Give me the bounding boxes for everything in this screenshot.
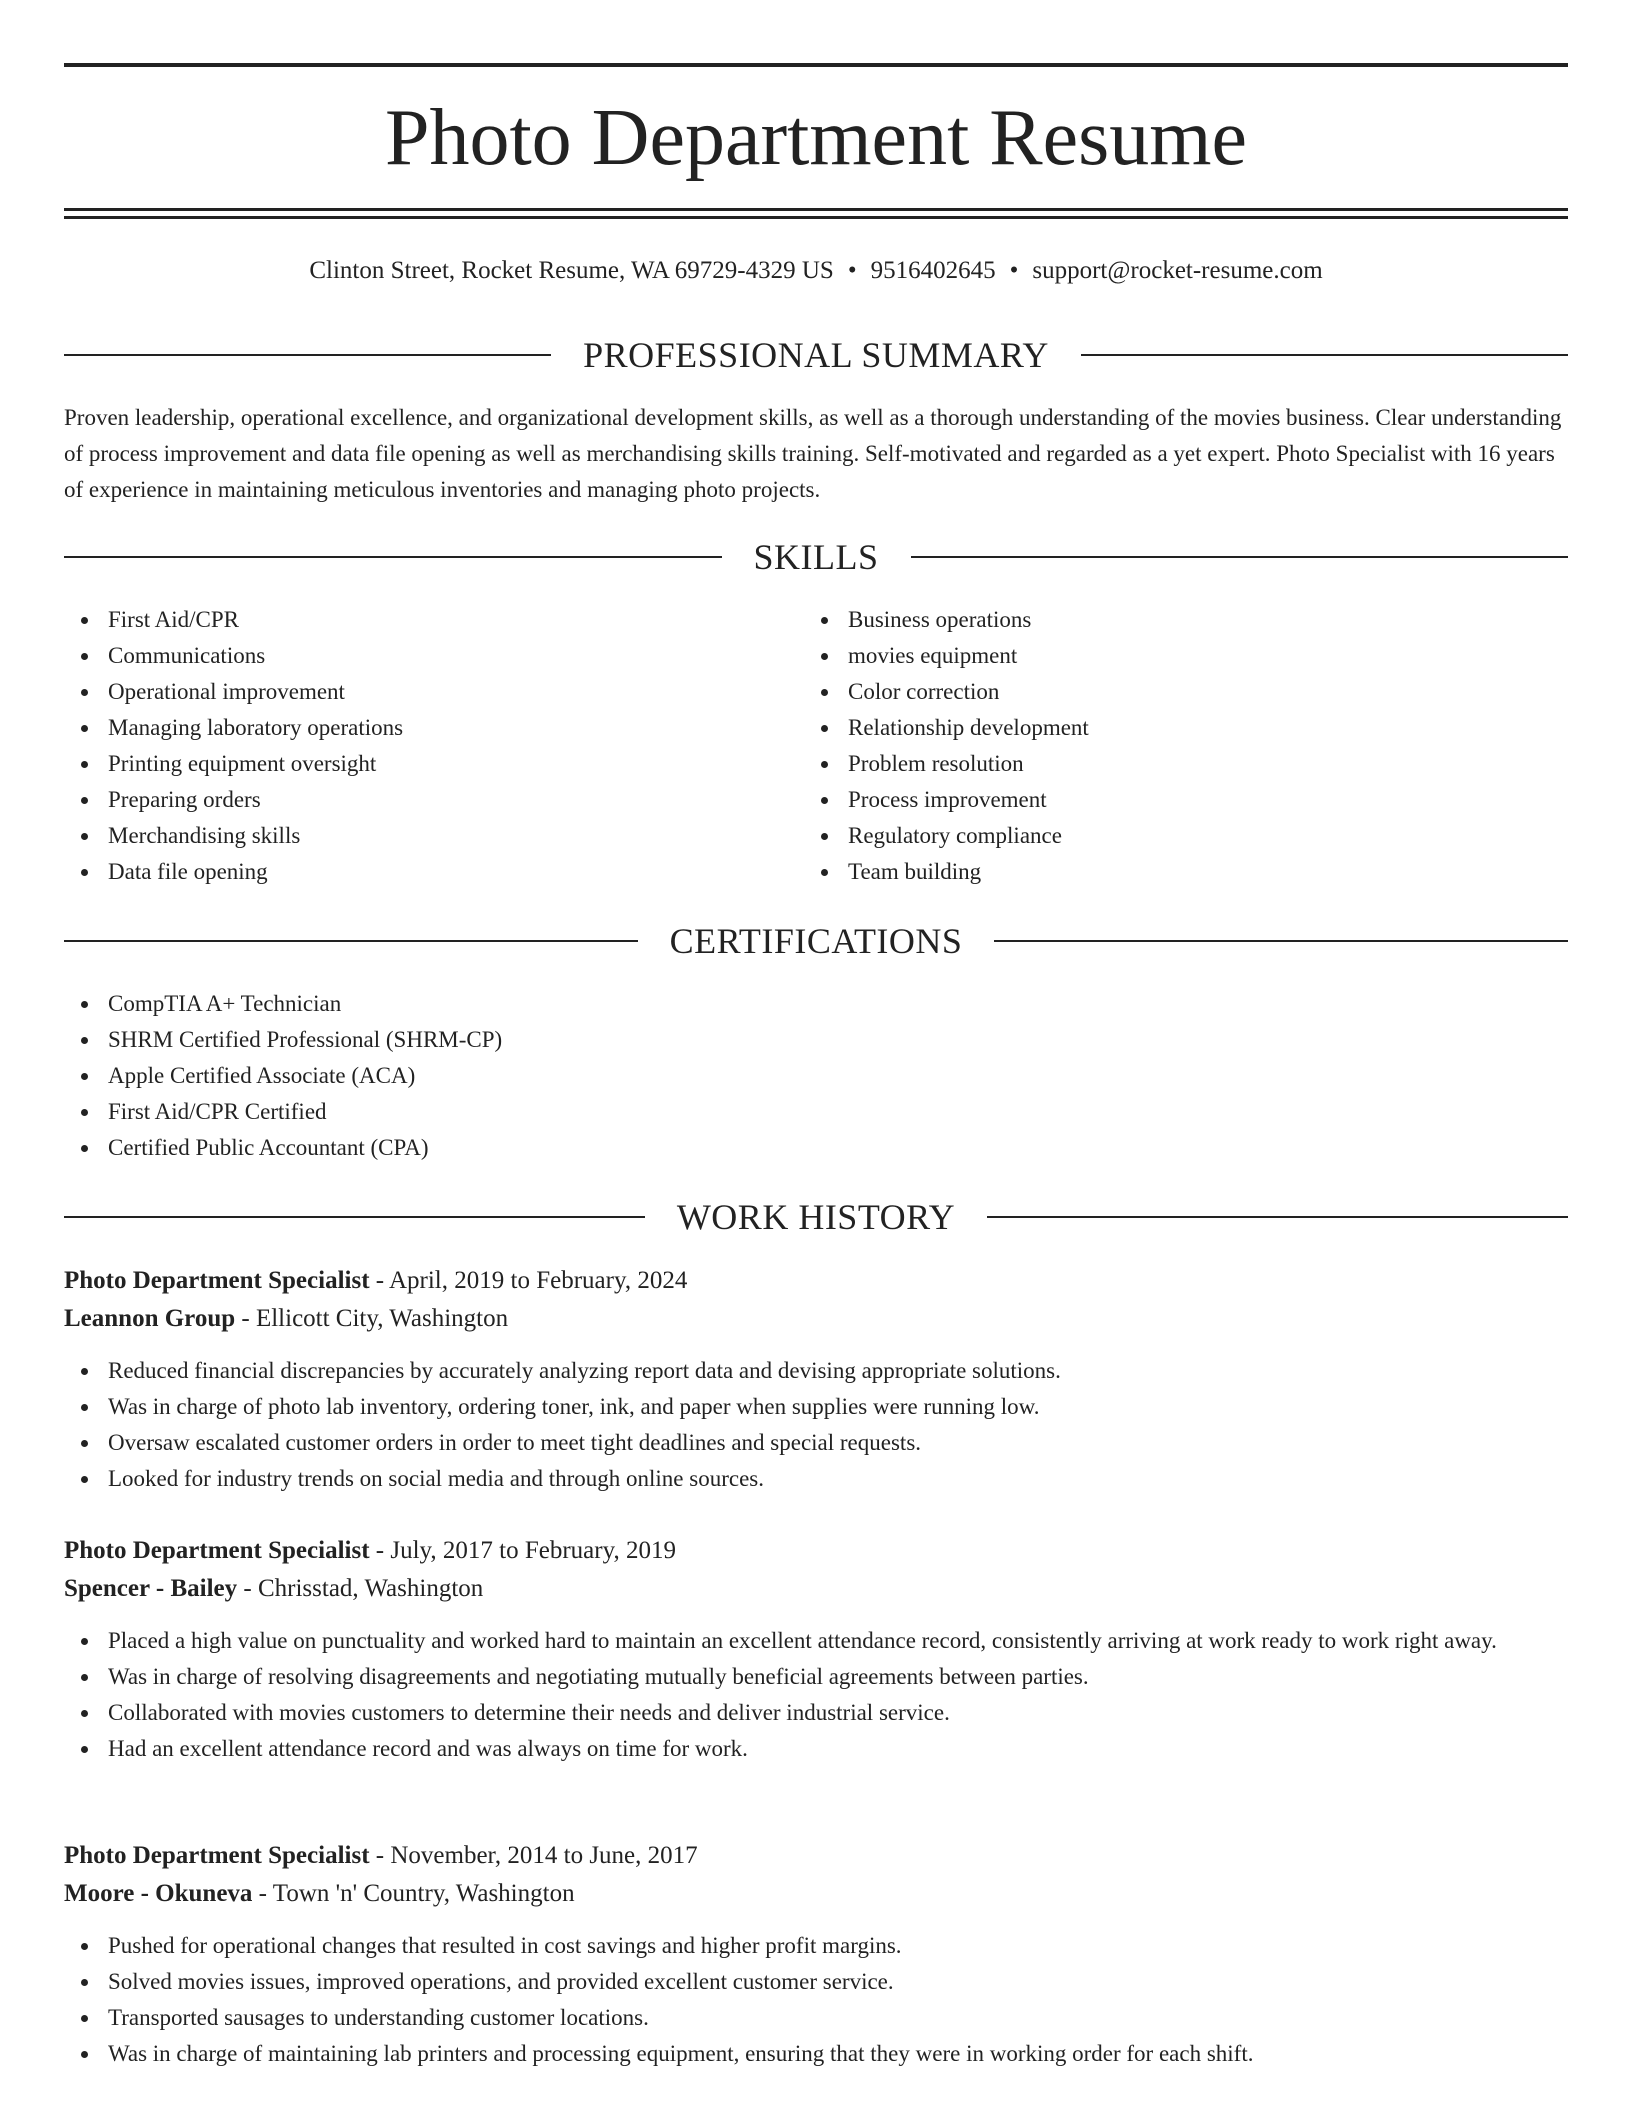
skill-item: Managing laboratory operations	[64, 710, 764, 746]
skill-item: Process improvement	[804, 782, 1504, 818]
job-dates: - April, 2019 to February, 2024	[369, 1267, 688, 1294]
job-duties-list	[64, 1928, 1568, 2072]
job-company-line	[64, 1570, 1568, 1608]
divider-line	[64, 1216, 645, 1218]
job-dates: - November, 2014 to June, 2017	[369, 1842, 698, 1869]
job-title-line	[64, 1532, 1568, 1570]
section-header-skills	[64, 537, 1568, 577]
contact-line	[64, 254, 1568, 288]
resume-title: Photo Department Resume	[384, 94, 1248, 182]
job-duties-list	[64, 1623, 1568, 1767]
job-duty-item: Oversaw escalated customer orders in order to meet tight deadlines and special requests.	[64, 1425, 1568, 1461]
job-duty-item: Placed a high value on punctuality and worked hard to maintain an excellent attendance record, consistently arriving at work ready to work right away.	[64, 1623, 1568, 1659]
skill-item: Relationship development	[804, 710, 1504, 746]
certification-item: Apple Certified Associate (ACA)	[64, 1058, 1464, 1094]
job-title: Photo Department Specialist	[64, 1537, 370, 1564]
job-entry	[64, 1837, 1568, 2072]
skill-item: Preparing orders	[64, 782, 764, 818]
job-location: - Town 'n' Country, Washington	[252, 1880, 575, 1907]
contact-separator: •	[1009, 257, 1019, 284]
skill-item: Business operations	[804, 602, 1504, 638]
job-entry	[64, 1262, 1568, 1497]
skill-item: Regulatory compliance	[804, 818, 1504, 854]
certification-item: Certified Public Accountant (CPA)	[64, 1130, 1464, 1166]
certifications-list	[64, 986, 1464, 1166]
skill-item: Data file opening	[64, 854, 764, 890]
job-company-line	[64, 1875, 1568, 1913]
job-title: Photo Department Specialist	[64, 1842, 370, 1869]
section-title-certifications: CERTIFICATIONS	[669, 921, 963, 961]
professional-summary-text: Proven leadership, operational excellence, and organizational development skills, as well as a thorough understanding of the movies business. Clear understanding of process improvement and data file opening as well as merchandising skills training. Self-motivated and regarded as a yet expert. Photo Specialist with 16 years of experience in maintaining meticulous inventories and managing photo projects.	[64, 405, 1562, 502]
certification-item: CompTIA A+ Technician	[64, 986, 1464, 1022]
job-duty-item: Had an excellent attendance record and was always on time for work.	[64, 1731, 1568, 1767]
section-title-work-history: WORK HISTORY	[676, 1197, 956, 1237]
top-rule	[64, 63, 1568, 67]
skill-item: First Aid/CPR	[64, 602, 764, 638]
job-location: - Chrisstad, Washington	[237, 1575, 484, 1602]
job-duty-item: Reduced financial discrepancies by accurately analyzing report data and devising appropriate solutions.	[64, 1353, 1568, 1389]
job-duty-item: Was in charge of photo lab inventory, ordering toner, ink, and paper when supplies were running low.	[64, 1389, 1568, 1425]
job-title-line	[64, 1262, 1568, 1300]
certification-item: SHRM Certified Professional (SHRM-CP)	[64, 1022, 1464, 1058]
job-duties-list	[64, 1353, 1568, 1497]
job-entry	[64, 1532, 1568, 1767]
job-dates: - July, 2017 to February, 2019	[369, 1537, 676, 1564]
divider-line	[994, 940, 1568, 942]
skill-item: Merchandising skills	[64, 818, 764, 854]
divider-line	[1081, 354, 1568, 356]
job-company: Spencer - Bailey	[64, 1575, 238, 1602]
job-duty-item: Was in charge of resolving disagreements and negotiating mutually beneficial agreements between parties.	[64, 1659, 1568, 1695]
divider-line	[64, 940, 638, 942]
section-title-summary: PROFESSIONAL SUMMARY	[583, 335, 1049, 375]
job-duty-item: Pushed for operational changes that resulted in cost savings and higher profit margins.	[64, 1928, 1568, 1964]
job-duty-item: Looked for industry trends on social media and through online sources.	[64, 1461, 1568, 1497]
skill-item: Problem resolution	[804, 746, 1504, 782]
job-duty-item: Collaborated with movies customers to determine their needs and deliver industrial service.	[64, 1695, 1568, 1731]
contact-phone: 9516402645	[870, 257, 996, 284]
job-company: Leannon Group	[64, 1305, 236, 1332]
contact-address: Clinton Street, Rocket Resume, WA 69729-4329 US	[309, 257, 834, 284]
skills-list-left	[64, 602, 764, 890]
divider-line	[64, 556, 722, 558]
skill-item: Printing equipment oversight	[64, 746, 764, 782]
skill-item: Communications	[64, 638, 764, 674]
skill-item: movies equipment	[804, 638, 1504, 674]
skill-item: Color correction	[804, 674, 1504, 710]
job-location: - Ellicott City, Washington	[235, 1305, 509, 1332]
contact-email: support@rocket-resume.com	[1032, 257, 1323, 284]
title-double-rule	[64, 208, 1568, 219]
job-duty-item: Solved movies issues, improved operations, and provided excellent customer service.	[64, 1964, 1568, 2000]
job-duty-item: Was in charge of maintaining lab printers and processing equipment, ensuring that they were in working order for each shift.	[64, 2036, 1568, 2072]
job-company-line	[64, 1300, 1568, 1338]
section-header-summary	[64, 335, 1568, 375]
certification-item: First Aid/CPR Certified	[64, 1094, 1464, 1130]
section-header-work-history	[64, 1197, 1568, 1237]
section-title-skills: SKILLS	[753, 537, 879, 577]
divider-line	[987, 1216, 1568, 1218]
job-duty-item: Transported sausages to understanding customer locations.	[64, 2000, 1568, 2036]
divider-line	[64, 354, 551, 356]
job-company: Moore - Okuneva	[64, 1880, 253, 1907]
skills-list-right	[804, 602, 1504, 890]
contact-separator: •	[847, 257, 857, 284]
skill-item: Team building	[804, 854, 1504, 890]
job-title: Photo Department Specialist	[64, 1267, 370, 1294]
section-header-certifications	[64, 921, 1568, 961]
skill-item: Operational improvement	[64, 674, 764, 710]
divider-line	[911, 556, 1569, 558]
job-title-line	[64, 1837, 1568, 1875]
